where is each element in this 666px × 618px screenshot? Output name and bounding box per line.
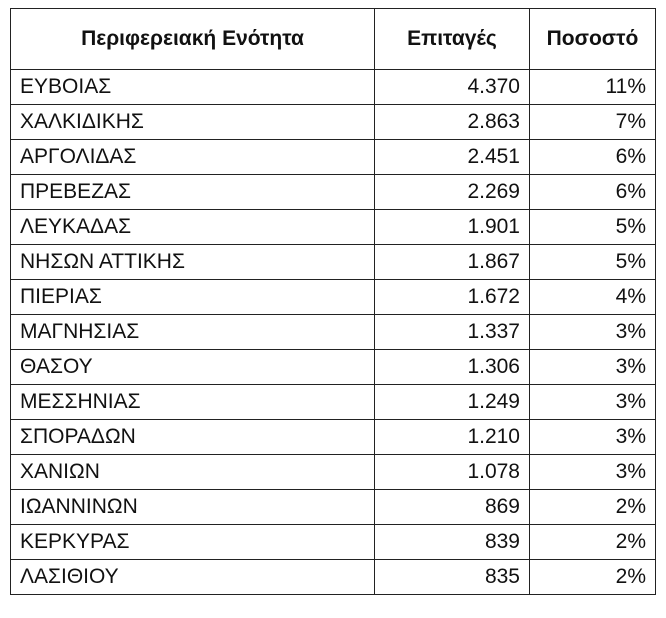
table-row: [11, 105, 656, 140]
table-row: [11, 350, 656, 385]
region-cell: ΕΥΒΟΙΑΣ: [11, 70, 375, 105]
percent-cell: 2%: [530, 560, 656, 595]
count-cell: 869: [375, 490, 530, 525]
region-cell: ΠΡΕΒΕΖΑΣ: [11, 175, 375, 210]
count-cell: 839: [375, 525, 530, 560]
count-cell: 4.370: [375, 70, 530, 105]
table-row: [11, 385, 656, 420]
percent-cell: 4%: [530, 280, 656, 315]
percent-cell: 3%: [530, 350, 656, 385]
region-cell: ΛΑΣΙΘΙΟΥ: [11, 560, 375, 595]
region-cell: ΜΑΓΝΗΣΙΑΣ: [11, 315, 375, 350]
region-cell: ΠΙΕΡΙΑΣ: [11, 280, 375, 315]
header-region: Περιφερειακή Ενότητα: [11, 9, 375, 70]
count-cell: 2.451: [375, 140, 530, 175]
count-cell: 1.306: [375, 350, 530, 385]
table-row: [11, 175, 656, 210]
header-percent: Ποσοστό: [530, 9, 656, 70]
table-row: [11, 280, 656, 315]
percent-cell: 11%: [530, 70, 656, 105]
table-row: [11, 525, 656, 560]
region-cell: ΘΑΣΟΥ: [11, 350, 375, 385]
region-cell: ΧΑΛΚΙΔΙΚΗΣ: [11, 105, 375, 140]
table-header-row: [11, 9, 656, 70]
header-count: Επιταγές: [375, 9, 530, 70]
percent-cell: 5%: [530, 245, 656, 280]
count-cell: 1.078: [375, 455, 530, 490]
percent-cell: 6%: [530, 140, 656, 175]
count-cell: 1.901: [375, 210, 530, 245]
count-cell: 1.210: [375, 420, 530, 455]
percent-cell: 2%: [530, 490, 656, 525]
percent-cell: 5%: [530, 210, 656, 245]
percent-cell: 3%: [530, 455, 656, 490]
count-cell: 1.867: [375, 245, 530, 280]
count-cell: 1.672: [375, 280, 530, 315]
percent-cell: 3%: [530, 315, 656, 350]
percent-cell: 3%: [530, 420, 656, 455]
region-cell: ΣΠΟΡΑΔΩΝ: [11, 420, 375, 455]
percent-cell: 3%: [530, 385, 656, 420]
percent-cell: 6%: [530, 175, 656, 210]
count-cell: 835: [375, 560, 530, 595]
count-cell: 1.337: [375, 315, 530, 350]
region-cell: ΜΕΣΣΗΝΙΑΣ: [11, 385, 375, 420]
region-cell: ΛΕΥΚΑΔΑΣ: [11, 210, 375, 245]
region-cell: ΑΡΓΟΛΙΔΑΣ: [11, 140, 375, 175]
table-row: [11, 490, 656, 525]
table-row: [11, 70, 656, 105]
percent-cell: 7%: [530, 105, 656, 140]
table-row: [11, 315, 656, 350]
data-table: [10, 8, 656, 595]
table-row: [11, 420, 656, 455]
count-cell: 2.269: [375, 175, 530, 210]
count-cell: 1.249: [375, 385, 530, 420]
percent-cell: 2%: [530, 525, 656, 560]
count-cell: 2.863: [375, 105, 530, 140]
region-cell: ΙΩΑΝΝΙΝΩΝ: [11, 490, 375, 525]
region-cell: ΧΑΝΙΩΝ: [11, 455, 375, 490]
table-row: [11, 140, 656, 175]
table-row: [11, 245, 656, 280]
table-row: [11, 560, 656, 595]
region-cell: ΝΗΣΩΝ ΑΤΤΙΚΗΣ: [11, 245, 375, 280]
table-row: [11, 455, 656, 490]
region-cell: ΚΕΡΚΥΡΑΣ: [11, 525, 375, 560]
table-row: [11, 210, 656, 245]
